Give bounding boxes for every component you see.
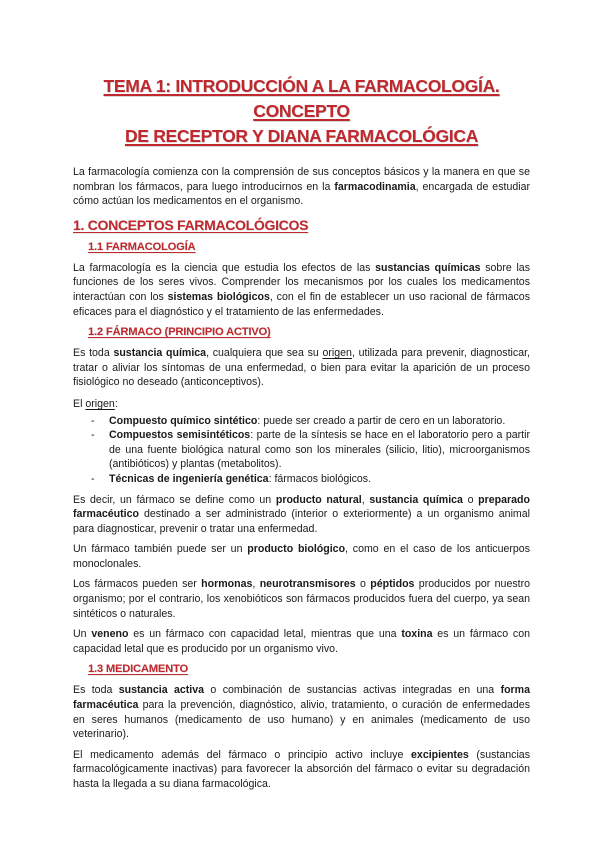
- excipientes-paragraph: [73, 748, 530, 792]
- title-line-2: DE RECEPTOR Y DIANA FARMACOLÓGICA: [124, 126, 479, 146]
- bold-term: Compuestos semisintéticos: [109, 429, 251, 442]
- list-item: [91, 414, 530, 429]
- text: sobre las funciones de los seres vivos. Comprender los mecanismos por los cuales los medicamentos interactúan con los: [73, 261, 530, 303]
- bold-term: veneno: [91, 628, 129, 641]
- text: producidos por nuestro organismo; por el contrario, los xenobióticos son fármacos producidos fuera del cuerpo, ya sean sintéticos o naturales.: [73, 578, 530, 620]
- text: , como en el caso de los anticuerpos monoclonales.: [73, 543, 530, 570]
- text: , encargada de estudiar cómo actúan los medicamentos en el organismo.: [73, 180, 530, 208]
- text: La farmacología es la ciencia que estudia los efectos de las: [73, 261, 376, 274]
- bold-term: sustancia química: [369, 493, 463, 506]
- text: , cualquiera que sea su: [206, 347, 323, 360]
- text: : fármacos biológicos.: [268, 472, 372, 485]
- hormonas-paragraph: [73, 577, 530, 621]
- intro-paragraph: [73, 165, 530, 209]
- dash-bullet: -: [91, 472, 95, 485]
- bold-term: sustancia química: [113, 347, 207, 360]
- origin-label: [73, 397, 530, 412]
- text: : puede ser creado a partir de cero en un laboratorio.: [257, 414, 506, 427]
- farmaco-summary-paragraph: [73, 493, 530, 537]
- text: o: [462, 493, 479, 506]
- medicamento-definition-paragraph: [73, 683, 530, 741]
- text: Es toda: [73, 684, 119, 697]
- text: (sustancias farmacológicamente inactivas) para favorecer la absorción del fármaco o evitar su degradación hasta la llegada a su diana farmacológica.: [73, 748, 530, 790]
- origin-list: [73, 414, 530, 487]
- dash-bullet: -: [91, 429, 95, 442]
- bold-term: producto natural: [275, 493, 362, 506]
- farmacologia-paragraph: [73, 261, 530, 319]
- page-title: [67, 74, 536, 149]
- section-1-1-heading: 1.1 FARMACOLOGÍA: [88, 240, 196, 253]
- text: para la prevención, diagnóstico, alivio, tratamiento, o curación de enfermedades en seres humanos (medicamento de uso humano) y en animales (medicamento de uso veterinario).: [73, 699, 530, 741]
- text: , con el fin de establecer un uso racional de fármacos eficaces para el diagnóstico y el tratamiento de las enfermedades.: [73, 290, 530, 318]
- bold-term: excipientes: [411, 748, 469, 761]
- text: El medicamento además del fármaco o principio activo incluye: [73, 748, 412, 761]
- bold-term: sustancias químicas: [375, 261, 481, 274]
- farmaco-definition-paragraph: [73, 346, 530, 390]
- text: Es decir, un fármaco se define como un: [73, 493, 276, 506]
- list-item: [91, 472, 530, 487]
- text: : parte de la síntesis se hace en el laboratorio pero a partir de una fuente biológica natural como son los minerales (silicio, litio), microorganismos (antibióticos) y plantas (metabolitos).: [109, 429, 530, 471]
- underlined-term: origen: [85, 397, 115, 410]
- list-item: [91, 428, 530, 472]
- section-1-3-heading: 1.3 MEDICAMENTO: [88, 663, 188, 676]
- bold-term: forma farmacéutica: [73, 684, 530, 712]
- bold-term: preparado farmacéutico: [73, 493, 530, 521]
- bold-term: Compuesto químico sintético: [109, 414, 258, 427]
- bold-term: neurotransmisores: [259, 578, 356, 591]
- bold-term: toxina: [401, 628, 433, 641]
- text: ,: [252, 578, 260, 591]
- dash-bullet: -: [91, 414, 95, 427]
- bold-term: producto biológico: [247, 543, 346, 556]
- text: es un fármaco con capacidad letal que es producido por un organismo vivo.: [73, 628, 530, 655]
- underlined-term: origen: [322, 347, 352, 360]
- text: ,: [361, 493, 370, 506]
- text: El: [73, 397, 86, 410]
- text: , utilizada para prevenir, diagnosticar, tratar o aliviar los síntomas de una enfermedad, o bien para evitar la aparición de un proceso fisiológico no deseado (anticonceptivos).: [73, 347, 530, 389]
- section-1-2-heading: 1.2 FÁRMACO (PRINCIPIO ACTIVO): [88, 326, 271, 339]
- biologico-paragraph: [73, 542, 530, 571]
- bold-term: hormonas: [201, 578, 253, 591]
- text: destinado a ser administrado (interior o exteriormente) a un organismo animal para diagnosticar, prevenir o tratar una enfermedad.: [73, 508, 530, 535]
- text: La farmacología comienza con la comprensión de sus conceptos básicos y la manera en que se nombran los fármacos, para luego introducirnos en la: [73, 166, 530, 193]
- bold-term: farmacodinamia: [334, 180, 416, 193]
- text: Es toda: [73, 347, 114, 360]
- title-line-1: TEMA 1: INTRODUCCIÓN A LA FARMACOLOGÍA. CONCEPTO: [103, 76, 500, 121]
- section-1-heading: 1. CONCEPTOS FARMACOLÓGICOS: [73, 216, 309, 233]
- bold-term: sustancia activa: [118, 684, 205, 697]
- text: Un: [73, 628, 92, 641]
- text: es un fármaco con capacidad letal, mientras que una: [128, 628, 402, 641]
- bold-term: péptidos: [370, 578, 415, 591]
- bold-term: Técnicas de ingeniería genética: [109, 472, 269, 485]
- veneno-paragraph: [73, 627, 530, 656]
- text: :: [114, 397, 118, 410]
- text: Los fármacos pueden ser: [73, 578, 202, 591]
- text: o combinación de sustancias activas integradas en una: [204, 684, 501, 697]
- text: o: [355, 578, 371, 591]
- text: Un fármaco también puede ser un: [73, 543, 248, 556]
- bold-term: sistemas biológicos: [167, 290, 270, 303]
